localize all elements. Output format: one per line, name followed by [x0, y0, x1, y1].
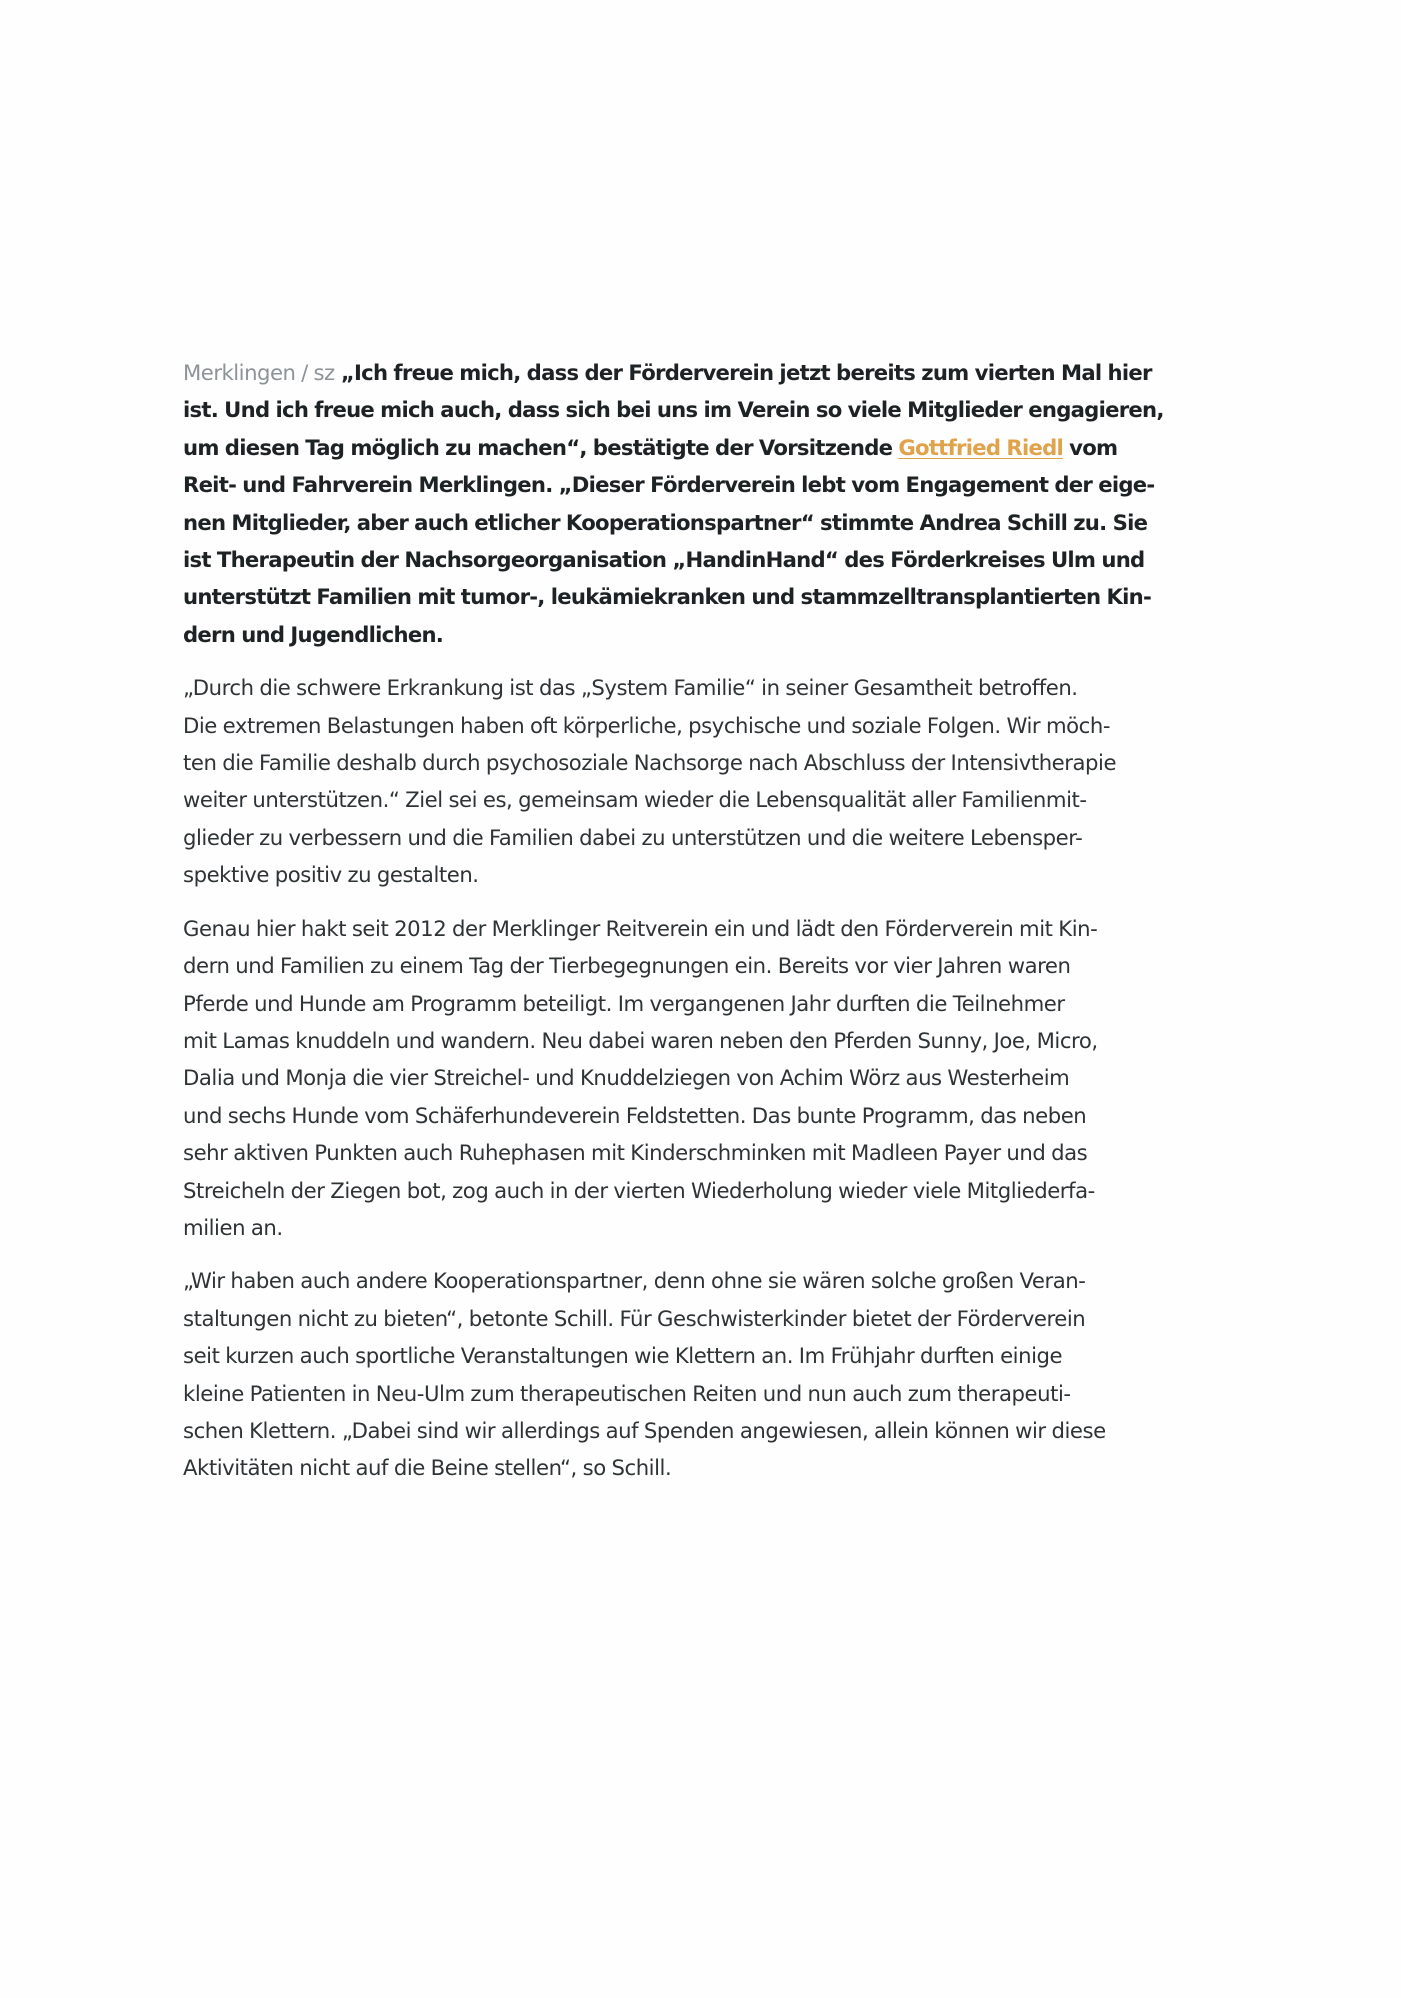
body-line: Aktivitäten nicht auf die Beine stellen“, so Schill. [183, 1455, 672, 1481]
body-line: mit Lamas knuddeln und wandern. Neu dabei waren neben den Pferden Sunny, Joe, Micro, [183, 1027, 1098, 1053]
dateline: Merklingen / sz [183, 360, 335, 385]
lead-line [183, 354, 1213, 391]
lead-line: ist. Und ich freue mich auch, dass sich bei uns im Verein so viele Mitglieder engagieren, [183, 397, 1164, 423]
body-line: dern und Familien zu einem Tag der Tierbegegnungen ein. Bereits vor vier Jahren waren [183, 953, 1071, 979]
body-line: Streicheln der Ziegen bot, zog auch in der vierten Wiederholung wieder viele Mitgliederfa- [183, 1177, 1095, 1203]
body-line: Pferde und Hunde am Programm beteiligt. Im vergangenen Jahr durften die Teilnehmer [183, 990, 1065, 1016]
body-line: staltungen nicht zu bieten“, betonte Schill. Für Geschwisterkinder bietet der Förderverein [183, 1305, 1086, 1331]
body-line: weiter unterstützen.“ Ziel sei es, gemeinsam wieder die Lebensqualität aller Familienmit- [183, 787, 1087, 813]
body-line: Dalia und Monja die vier Streichel- und Knuddelziegen von Achim Wörz aus Westerheim [183, 1065, 1070, 1091]
body-line: „Wir haben auch andere Kooperationspartner, denn ohne sie wären solche großen Veran- [183, 1268, 1086, 1294]
body-line: und sechs Hunde vom Schäferhundeverein Feldstetten. Das bunte Programm, das neben [183, 1102, 1087, 1128]
person-link-gottfried-riedl[interactable]: Gottfried Riedl [898, 434, 1064, 460]
body-line: „Durch die schwere Erkrankung ist das „System Familie“ in seiner Gesamtheit betroffen. [183, 675, 1078, 701]
body-line: kleine Patienten in Neu-Ulm zum therapeutischen Reiten und nun auch zum therapeuti- [183, 1380, 1071, 1406]
body-line: schen Klettern. „Dabei sind wir allerdings auf Spenden angewiesen, allein können wir diese [183, 1417, 1106, 1443]
body-line: Die extremen Belastungen haben oft körperliche, psychische und soziale Folgen. Wir möch- [183, 712, 1111, 738]
body-line: sehr aktiven Punkten auch Ruhephasen mit Kinderschminken mit Madleen Payer und das [183, 1140, 1088, 1166]
lead-line-text: „Ich freue mich, dass der Förderverein jetzt bereits zum vierten Mal hier [340, 360, 1152, 385]
lead-line: Reit- und Fahrverein Merklingen. „Dieser Förderverein lebt vom Engagement der eige- [183, 472, 1155, 498]
body-line: glieder zu verbessern und die Familien dabei zu unterstützen und die weitere Lebensper- [183, 824, 1083, 850]
body-line: seit kurzen auch sportliche Veranstaltungen wie Klettern an. Im Frühjahr durften einige [183, 1343, 1063, 1369]
lead-line: ist Therapeutin der Nachsorgeorganisation „HandinHand“ des Förderkreises Ulm und [183, 547, 1145, 573]
lead-line: nen Mitglieder, aber auch etlicher Kooperationspartner“ stimmte Andrea Schill zu. Sie [183, 509, 1148, 535]
body-line: ten die Familie deshalb durch psychosoziale Nachsorge nach Abschluss der Intensivtherapie [183, 750, 1117, 776]
lead-line [183, 429, 1213, 466]
lead-line-text: um diesen Tag möglich zu machen“, bestätigte der Vorsitzende [183, 434, 899, 460]
body-line: Genau hier hakt seit 2012 der Merklinger Reitverein ein und lädt den Förderverein mit Kin- [183, 915, 1098, 941]
lead-line-text: vom [1063, 434, 1118, 460]
article [183, 354, 1213, 1503]
body-paragraph [183, 669, 1213, 893]
body-line: milien an. [183, 1214, 283, 1240]
body-paragraph [183, 910, 1213, 1247]
body-paragraph [183, 1262, 1213, 1486]
lead-line: unterstützt Familien mit tumor-, leukämiekranken und stammzelltransplantierten Kin- [183, 584, 1152, 610]
lead-paragraph [183, 354, 1213, 653]
lead-line: dern und Jugendlichen. [183, 621, 444, 647]
body-line: spektive positiv zu gestalten. [183, 862, 479, 888]
